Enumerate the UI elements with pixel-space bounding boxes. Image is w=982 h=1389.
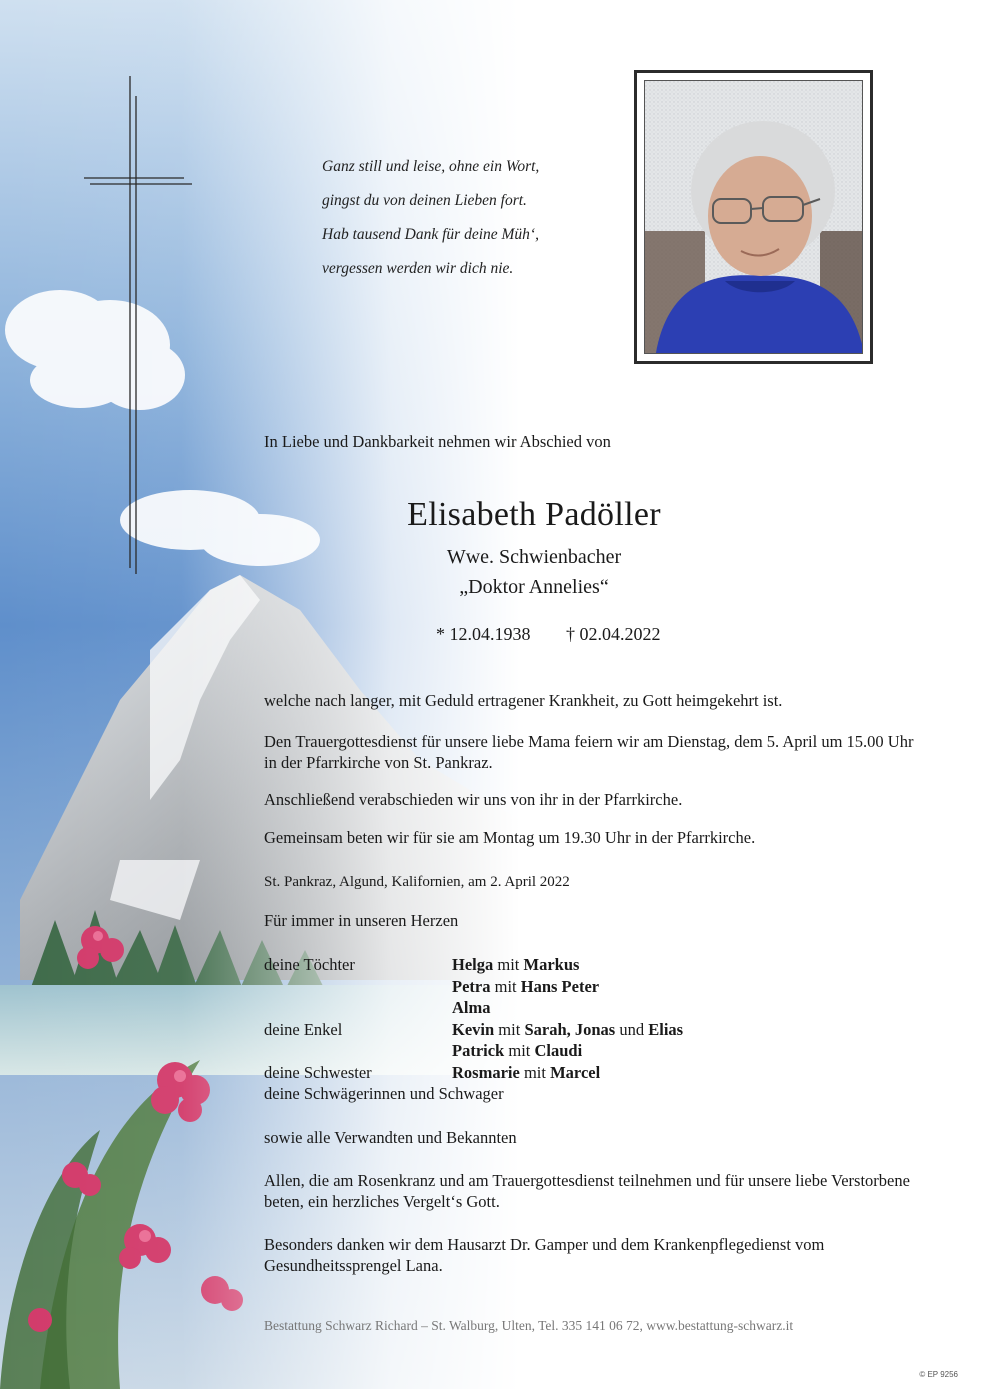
illness-paragraph: welche nach langer, mit Geduld ertragener Krankheit, zu Gott heimgekehrt ist. — [264, 691, 783, 710]
forever-line: Für immer in unseren Herzen — [264, 911, 459, 930]
poem-line: Hab tausend Dank für deine Müh‘, — [322, 226, 539, 243]
relation-label: deine Töchter — [264, 955, 355, 974]
birth-date: * 12.04.1938 — [436, 624, 531, 644]
prayer-paragraph: Gemeinsam beten wir für sie am Montag um 19.30 Uhr in der Pfarrkirche. — [264, 828, 756, 847]
poem-line: Ganz still und leise, ohne ein Wort, — [322, 158, 540, 175]
family-members: Kevin mit Sarah, Jonas und Elias — [452, 1019, 684, 1039]
service-paragraph: Den Trauergottesdienst für unsere liebe Mama feiern wir am Dienstag, dem 5. April um 15.00 Uhr in der Pfarrkirche von St. Pankraz. — [264, 732, 914, 772]
family-row — [264, 1083, 784, 1105]
family-members: Helga mit Markus — [452, 955, 580, 974]
family-row — [264, 1040, 784, 1062]
poem-line: gingst du von deinen Lieben fort. — [322, 192, 527, 209]
nickname: „Doktor Annelies“ — [459, 576, 609, 598]
farewell-paragraph: Anschließend verabschieden wir uns von ihr in der Pfarrkirche. — [264, 790, 683, 809]
family-row — [264, 976, 784, 998]
family-row — [264, 997, 784, 1019]
cross-icon — [84, 76, 194, 576]
family-members: Patrick mit Claudi — [452, 1041, 583, 1060]
relatives-line: sowie alle Verwandten und Bekannten — [264, 1128, 517, 1147]
family-list — [264, 954, 784, 1105]
poem-line: vergessen werden wir dich nie. — [322, 260, 514, 277]
special-thanks-paragraph: Besonders danken wir dem Hausarzt Dr. Gamper und dem Krankenpflegedienst vom Gesundheitssprengel Lana. — [264, 1235, 825, 1275]
family-members: Alma — [452, 998, 491, 1017]
deceased-name: Elisabeth Padöller — [407, 496, 661, 533]
widow-of-name: Wwe. Schwienbacher — [446, 546, 622, 568]
family-members: Petra mit Hans Peter — [452, 976, 600, 996]
family-members: Rosmarie mit Marcel — [452, 1062, 601, 1082]
portrait-photo — [634, 70, 873, 364]
thanks-paragraph: Allen, die am Rosenkranz und am Trauergottesdienst teilnehmen und für unsere liebe Verstorbene beten, ein herzliches Vergelt‘s Gott. — [264, 1171, 910, 1211]
family-row — [264, 1062, 784, 1084]
funeral-home-footer: Bestattung Schwarz Richard – St. Walburg, Ulten, Tel. 335 141 06 72, www.bestattung-schwarz.it — [264, 1318, 794, 1333]
intro-text: In Liebe und Dankbarkeit nehmen wir Abschied von — [264, 432, 611, 451]
family-row — [264, 954, 784, 976]
poem — [322, 150, 622, 286]
place-date: St. Pankraz, Algund, Kalifornien, am 2. April 2022 — [264, 874, 570, 890]
portrait-image — [645, 81, 863, 354]
relation-label: deine Enkel — [264, 1019, 343, 1039]
death-date: † 02.04.2022 — [566, 624, 661, 644]
inlaws-line: deine Schwägerinnen und Schwager — [264, 1084, 504, 1103]
family-row — [264, 1019, 784, 1041]
document-code: © EP 9256 — [919, 1370, 958, 1379]
relation-label: deine Schwester — [264, 1062, 372, 1082]
